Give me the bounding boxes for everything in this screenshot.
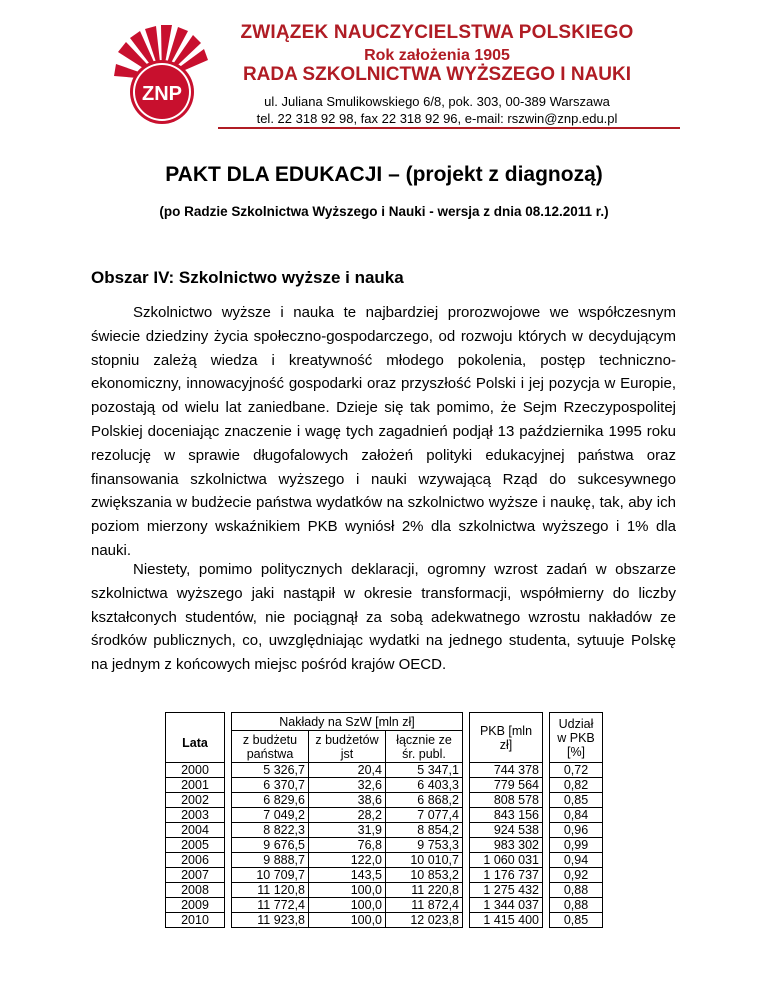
local-cell: 143,5 bbox=[309, 868, 386, 883]
gdp-cell: 1 415 400 bbox=[470, 913, 543, 928]
gdp-cell: 779 564 bbox=[470, 778, 543, 793]
budget-cell: 6 370,7 bbox=[232, 778, 309, 793]
document-subtitle: (po Radzie Szkolnictwa Wyższego i Nauki - wersja z dnia 08.12.2011 r.) bbox=[159, 204, 609, 219]
gdp-cell: 1 344 037 bbox=[470, 898, 543, 913]
year-cell: 2003 bbox=[166, 808, 225, 823]
expenditure-table bbox=[165, 712, 603, 928]
local-cell: 32,6 bbox=[309, 778, 386, 793]
total-cell: 6 403,3 bbox=[386, 778, 463, 793]
table-row bbox=[166, 838, 603, 853]
header-divider bbox=[218, 127, 680, 129]
gdp-cell: 983 302 bbox=[470, 838, 543, 853]
budget-cell: 11 120,8 bbox=[232, 883, 309, 898]
total-cell: 5 347,1 bbox=[386, 763, 463, 778]
budget-cell: 5 326,7 bbox=[232, 763, 309, 778]
year-cell: 2007 bbox=[166, 868, 225, 883]
total-header: łącznie ze śr. publ. bbox=[386, 731, 463, 763]
share-cell: 0,72 bbox=[550, 763, 603, 778]
contact-line: tel. 22 318 92 98, fax 22 318 92 96, e-mail: rszwin@znp.edu.pl bbox=[256, 111, 618, 126]
table-row bbox=[166, 793, 603, 808]
table-row bbox=[166, 823, 603, 838]
share-cell: 0,94 bbox=[550, 853, 603, 868]
gdp-cell: 808 578 bbox=[470, 793, 543, 808]
table-row bbox=[166, 763, 603, 778]
address-block bbox=[222, 93, 652, 127]
share-cell: 0,82 bbox=[550, 778, 603, 793]
local-header: z budżetów jst bbox=[309, 731, 386, 763]
budget-cell: 11 772,4 bbox=[232, 898, 309, 913]
budget-cell: 6 829,6 bbox=[232, 793, 309, 808]
year-cell: 2002 bbox=[166, 793, 225, 808]
gdp-cell: 924 538 bbox=[470, 823, 543, 838]
total-cell: 7 077,4 bbox=[386, 808, 463, 823]
total-cell: 11 872,4 bbox=[386, 898, 463, 913]
share-cell: 0,84 bbox=[550, 808, 603, 823]
share-cell: 0,99 bbox=[550, 838, 603, 853]
znp-logo bbox=[112, 20, 212, 134]
local-cell: 20,4 bbox=[309, 763, 386, 778]
council-name: RADA SZKOLNICTWA WYŻSZEGO I NAUKI bbox=[242, 64, 632, 85]
table-body bbox=[166, 763, 603, 928]
local-cell: 100,0 bbox=[309, 913, 386, 928]
table-row bbox=[166, 778, 603, 793]
budget-cell: 10 709,7 bbox=[232, 868, 309, 883]
total-cell: 6 868,2 bbox=[386, 793, 463, 808]
address-line: ul. Juliana Smulikowskiego 6/8, pok. 303, 00-389 Warszawa bbox=[264, 94, 610, 109]
share-header: Udział w PKB [%] bbox=[550, 713, 603, 763]
year-cell: 2006 bbox=[166, 853, 225, 868]
gdp-cell: 1 176 737 bbox=[470, 868, 543, 883]
paragraph-2: Niestety, pomimo politycznych deklaracji, ogromny wzrost zadań w obszarze szkolnictwa wyższego jaki nastąpił w okresie transformacji, współmierny do liczby kształconych studentów, nie pociągnął za sobą adekwatnego wzrostu nakładów ze środków publicznych, co, uwzględniając wydatki na jednego studenta, sytuuje Polskę na jednym z końcowych miejsc pośród krajów OECD. bbox=[91, 561, 676, 674]
local-cell: 31,9 bbox=[309, 823, 386, 838]
gdp-cell: 843 156 bbox=[470, 808, 543, 823]
budget-cell: 9 888,7 bbox=[232, 853, 309, 868]
total-cell: 8 854,2 bbox=[386, 823, 463, 838]
share-cell: 0,88 bbox=[550, 898, 603, 913]
table-row bbox=[166, 853, 603, 868]
gdp-header: PKB [mln zł] bbox=[470, 713, 543, 763]
local-cell: 100,0 bbox=[309, 898, 386, 913]
founded-line: Rok założenia 1905 bbox=[364, 47, 510, 64]
org-name: ZWIĄZEK NAUCZYCIELSTWA POLSKIEGO bbox=[240, 22, 634, 43]
gdp-cell: 744 378 bbox=[470, 763, 543, 778]
year-cell: 2009 bbox=[166, 898, 225, 913]
year-cell: 2000 bbox=[166, 763, 225, 778]
share-cell: 0,88 bbox=[550, 883, 603, 898]
year-header: Lata bbox=[166, 713, 225, 763]
table-row bbox=[166, 808, 603, 823]
document-title: PAKT DLA EDUKACJI – (projekt z diagnozą) bbox=[165, 163, 603, 186]
year-cell: 2005 bbox=[166, 838, 225, 853]
logo-text: ZNP bbox=[142, 83, 182, 105]
table-row bbox=[166, 868, 603, 883]
local-cell: 100,0 bbox=[309, 883, 386, 898]
table-row bbox=[166, 898, 603, 913]
gdp-cell: 1 060 031 bbox=[470, 853, 543, 868]
group-header: Nakłady na SzW [mln zł] bbox=[232, 713, 463, 731]
local-cell: 38,6 bbox=[309, 793, 386, 808]
total-cell: 12 023,8 bbox=[386, 913, 463, 928]
year-cell: 2004 bbox=[166, 823, 225, 838]
year-cell: 2001 bbox=[166, 778, 225, 793]
section-heading: Obszar IV: Szkolnictwo wyższe i nauka bbox=[91, 268, 404, 287]
total-cell: 11 220,8 bbox=[386, 883, 463, 898]
total-cell: 10 853,2 bbox=[386, 868, 463, 883]
total-cell: 10 010,7 bbox=[386, 853, 463, 868]
year-cell: 2010 bbox=[166, 913, 225, 928]
share-cell: 0,85 bbox=[550, 913, 603, 928]
budget-cell: 9 676,5 bbox=[232, 838, 309, 853]
table-row bbox=[166, 883, 603, 898]
budget-header: z budżetu państwa bbox=[232, 731, 309, 763]
local-cell: 122,0 bbox=[309, 853, 386, 868]
share-cell: 0,96 bbox=[550, 823, 603, 838]
table-row bbox=[166, 913, 603, 928]
budget-cell: 7 049,2 bbox=[232, 808, 309, 823]
paragraph-1: Szkolnictwo wyższe i nauka te najbardziej prorozwojowe we współczesnym świecie dziedziny życia społeczno-gospodarczego, od rozwoju których w decydującym stopniu zależą wiedza i kreatywność młodego pokolenia, postęp techniczno-ekonomiczny, innowacyjność gospodarki oraz przyszłość Polski i jej pozycja w Europie, pozostają od wielu lat zaniedbane. Dzieje się tak pomimo, że Sejm Rzeczypospolitej Polskiej doceniając znaczenie i wagę tych zagadnień podjął 13 października 1995 roku rezolucję w sprawie długofalowych założeń polityki edukacyjnej państwa oraz finansowania szkolnictwa wyższego i nauki wzywającą Rząd do sukcesywnego zwiększania w budżecie państwa wydatków na szkolnictwo wyższe i naukę, tak, aby ich poziom mierzony wskaźnikiem PKB wyniósł 2% dla szkolnictwa wyższego i 1% dla nauki. bbox=[91, 304, 676, 559]
gdp-cell: 1 275 432 bbox=[470, 883, 543, 898]
share-cell: 0,92 bbox=[550, 868, 603, 883]
year-cell: 2008 bbox=[166, 883, 225, 898]
share-cell: 0,85 bbox=[550, 793, 603, 808]
local-cell: 76,8 bbox=[309, 838, 386, 853]
local-cell: 28,2 bbox=[309, 808, 386, 823]
total-cell: 9 753,3 bbox=[386, 838, 463, 853]
budget-cell: 8 822,3 bbox=[232, 823, 309, 838]
budget-cell: 11 923,8 bbox=[232, 913, 309, 928]
